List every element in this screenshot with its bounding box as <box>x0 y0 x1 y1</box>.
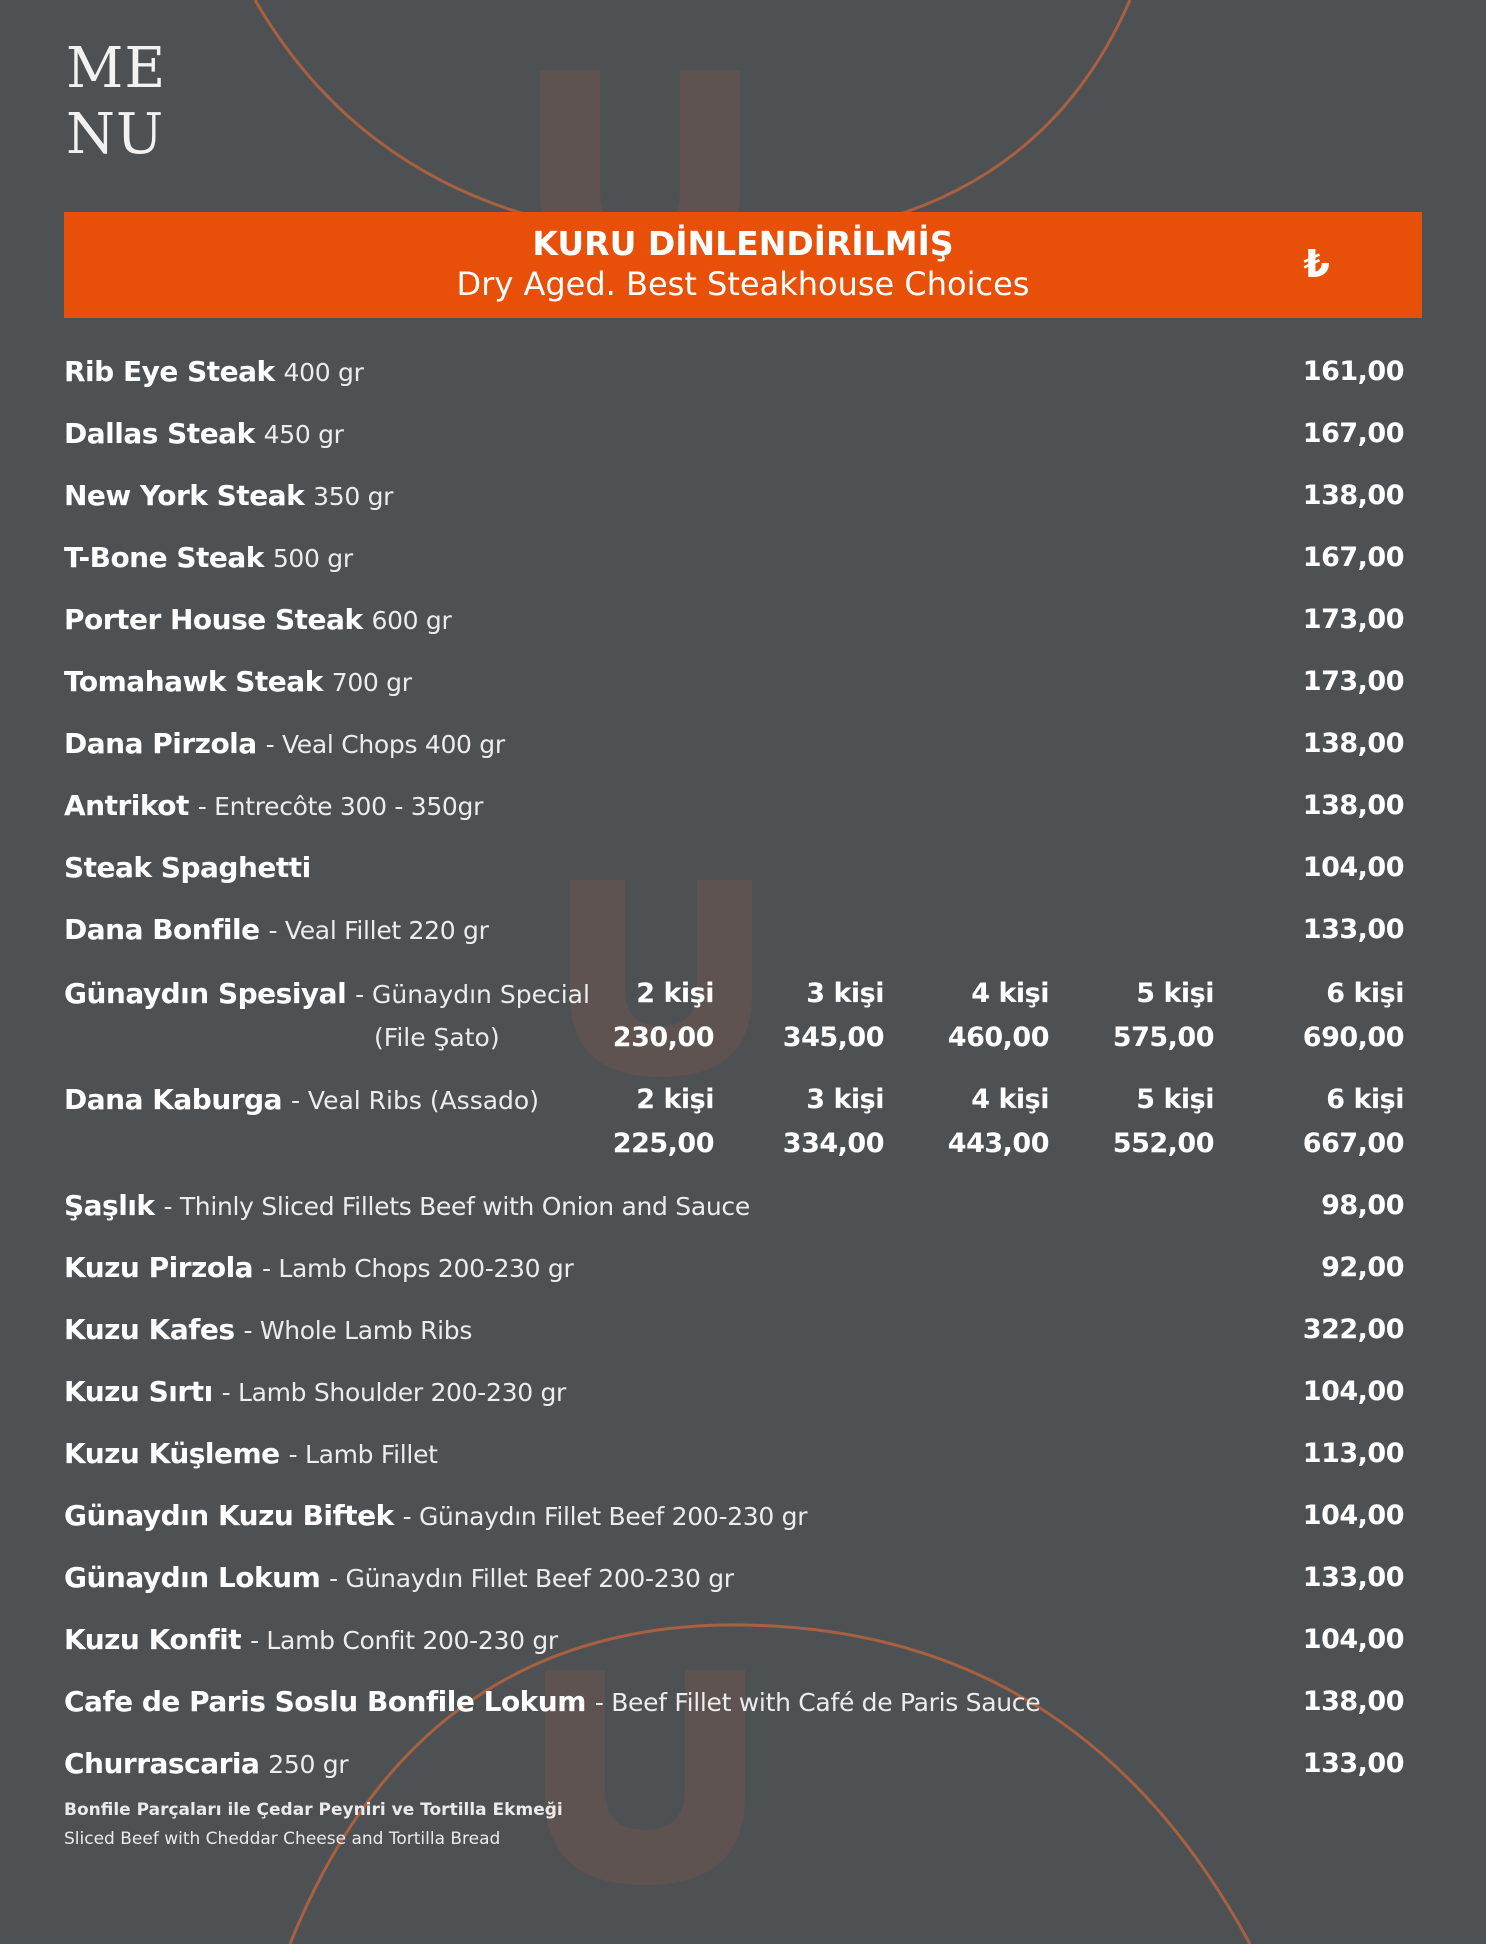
item-desc: 350 gr <box>313 482 394 511</box>
item-desc: - Beef Fillet with Café de Paris Sauce <box>594 1688 1041 1717</box>
item-name: Cafe de Paris Soslu Bonfile Lokum <box>64 1685 586 1718</box>
item-price: 167,00 <box>1302 542 1404 573</box>
special-name: Günaydın Spesiyal <box>64 977 347 1010</box>
portion-label: 5 kişi <box>1136 978 1214 1009</box>
menu-item <box>64 414 1404 464</box>
special-name: Dana Kaburga <box>64 1083 283 1116</box>
menu-title-line2: NU <box>66 102 165 167</box>
item-name: Rib Eye Steak <box>64 355 275 388</box>
item-desc: 600 gr <box>371 606 452 635</box>
menu-item <box>64 662 1404 712</box>
item-note <box>64 1796 563 1854</box>
item-name: New York Steak <box>64 479 305 512</box>
item-name: Dallas Steak <box>64 417 255 450</box>
item-name: Günaydın Lokum <box>64 1561 321 1594</box>
menu-item <box>64 476 1404 526</box>
portion-label: 4 kişi <box>971 978 1049 1009</box>
currency-lira-icon: ₺ <box>1303 242 1330 286</box>
menu-item <box>64 538 1404 588</box>
special-item <box>64 1078 1404 1168</box>
item-name: T-Bone Steak <box>64 541 264 574</box>
item-desc: - Entrecôte 300 - 350gr <box>197 792 484 821</box>
menu-item <box>64 1310 1404 1360</box>
menu-item <box>64 1558 1404 1608</box>
portion-column <box>744 1078 884 1166</box>
portion-column <box>744 972 884 1060</box>
item-desc: - Günaydın Fillet Beef 200-230 gr <box>329 1564 734 1593</box>
portion-column <box>574 1078 714 1166</box>
item-price: 133,00 <box>1302 1562 1404 1593</box>
item-name: Günaydın Kuzu Biftek <box>64 1499 394 1532</box>
menu-item <box>64 352 1404 402</box>
special-item <box>64 972 1404 1062</box>
portion-column <box>1074 1078 1214 1166</box>
menu-item <box>64 848 1404 898</box>
item-price: 113,00 <box>1302 1438 1404 1469</box>
special-desc: - Günaydın Special <box>355 980 590 1009</box>
portion-price: 460,00 <box>947 1022 1049 1053</box>
item-name: Dana Pirzola <box>64 727 257 760</box>
portion-column <box>574 972 714 1060</box>
portion-price: 690,00 <box>1302 1022 1404 1053</box>
note-line-turkish: Bonfile Parçaları ile Çedar Peyniri ve Tortilla Ekmeği <box>64 1800 563 1820</box>
section-banner <box>64 212 1422 318</box>
portion-label: 2 kişi <box>636 978 714 1009</box>
menu-item <box>64 1744 1404 1794</box>
item-price: 138,00 <box>1302 480 1404 511</box>
menu-item <box>64 724 1404 774</box>
special-subtitle: (File Şato) <box>374 1023 500 1052</box>
menu-item <box>64 910 1404 960</box>
menu-item <box>64 1186 1404 1236</box>
item-name: Şaşlık <box>64 1189 155 1222</box>
item-desc: - Veal Chops 400 gr <box>265 730 505 759</box>
menu-item <box>64 1682 1404 1732</box>
item-desc: 400 gr <box>283 358 364 387</box>
item-price: 104,00 <box>1302 1500 1404 1531</box>
item-desc: 700 gr <box>331 668 412 697</box>
portion-label: 2 kişi <box>636 1084 714 1115</box>
item-price: 92,00 <box>1321 1252 1404 1283</box>
item-name: Antrikot <box>64 789 189 822</box>
portion-price: 334,00 <box>782 1128 884 1159</box>
menu-item <box>64 1434 1404 1484</box>
menu-title-line1: ME <box>66 36 167 101</box>
item-name: Kuzu Kafes <box>64 1313 235 1346</box>
item-desc: - Lamb Confit 200-230 gr <box>250 1626 558 1655</box>
item-desc: 250 gr <box>268 1750 349 1779</box>
item-desc: - Lamb Chops 200-230 gr <box>261 1254 574 1283</box>
portion-label: 4 kişi <box>971 1084 1049 1115</box>
item-desc: - Thinly Sliced Fillets Beef with Onion and Sauce <box>163 1192 750 1221</box>
item-name: Steak Spaghetti <box>64 851 311 884</box>
item-name: Kuzu Sırtı <box>64 1375 213 1408</box>
portion-price: 230,00 <box>612 1022 714 1053</box>
item-price: 161,00 <box>1302 356 1404 387</box>
portion-price: 345,00 <box>782 1022 884 1053</box>
portion-column <box>1074 972 1214 1060</box>
portion-label: 6 kişi <box>1326 978 1404 1009</box>
item-price: 104,00 <box>1302 852 1404 883</box>
menu-item <box>64 1620 1404 1670</box>
menu-title <box>66 36 166 168</box>
portion-column <box>909 972 1049 1060</box>
item-price: 104,00 <box>1302 1624 1404 1655</box>
item-desc: - Veal Fillet 220 gr <box>268 916 489 945</box>
item-price: 138,00 <box>1302 1686 1404 1717</box>
note-line-english: Sliced Beef with Cheddar Cheese and Tortilla Bread <box>64 1829 501 1849</box>
menu-item <box>64 1496 1404 1546</box>
portion-price: 443,00 <box>947 1128 1049 1159</box>
item-desc: - Lamb Shoulder 200-230 gr <box>221 1378 566 1407</box>
portion-price: 552,00 <box>1112 1128 1214 1159</box>
portion-column <box>1264 1078 1404 1166</box>
item-price: 133,00 <box>1302 914 1404 945</box>
item-desc: 450 gr <box>263 420 344 449</box>
item-price: 322,00 <box>1302 1314 1404 1345</box>
item-price: 104,00 <box>1302 1376 1404 1407</box>
portion-label: 5 kişi <box>1136 1084 1214 1115</box>
item-price: 173,00 <box>1302 604 1404 635</box>
menu-item <box>64 1372 1404 1422</box>
item-price: 138,00 <box>1302 728 1404 759</box>
item-name: Kuzu Pirzola <box>64 1251 254 1284</box>
item-price: 173,00 <box>1302 666 1404 697</box>
portion-price: 575,00 <box>1112 1022 1214 1053</box>
menu-item <box>64 1248 1404 1298</box>
item-desc: - Whole Lamb Ribs <box>243 1316 473 1345</box>
item-desc: - Lamb Fillet <box>288 1440 438 1469</box>
item-desc: - Günaydın Fillet Beef 200-230 gr <box>402 1502 808 1531</box>
item-name: Kuzu Küşleme <box>64 1437 280 1470</box>
portion-label: 3 kişi <box>806 978 884 1009</box>
item-name: Porter House Steak <box>64 603 363 636</box>
portion-column <box>1264 972 1404 1060</box>
item-price: 98,00 <box>1321 1190 1404 1221</box>
special-desc: - Veal Ribs (Assado) <box>290 1086 539 1115</box>
portion-column <box>909 1078 1049 1166</box>
item-desc: 500 gr <box>272 544 353 573</box>
portion-label: 6 kişi <box>1326 1084 1404 1115</box>
item-price: 138,00 <box>1302 790 1404 821</box>
portion-price: 225,00 <box>612 1128 714 1159</box>
banner-subtitle: Dry Aged. Best Steakhouse Choices <box>456 265 1030 303</box>
portion-price: 667,00 <box>1302 1128 1404 1159</box>
item-name: Tomahawk Steak <box>64 665 323 698</box>
menu-item <box>64 786 1404 836</box>
item-name: Kuzu Konfit <box>64 1623 242 1656</box>
banner-title: KURU DİNLENDİRİLMİŞ <box>532 224 954 263</box>
menu-item <box>64 600 1404 650</box>
item-name: Dana Bonfile <box>64 913 260 946</box>
item-name: Churrascaria <box>64 1747 260 1780</box>
item-price: 133,00 <box>1302 1748 1404 1779</box>
item-price: 167,00 <box>1302 418 1404 449</box>
portion-label: 3 kişi <box>806 1084 884 1115</box>
